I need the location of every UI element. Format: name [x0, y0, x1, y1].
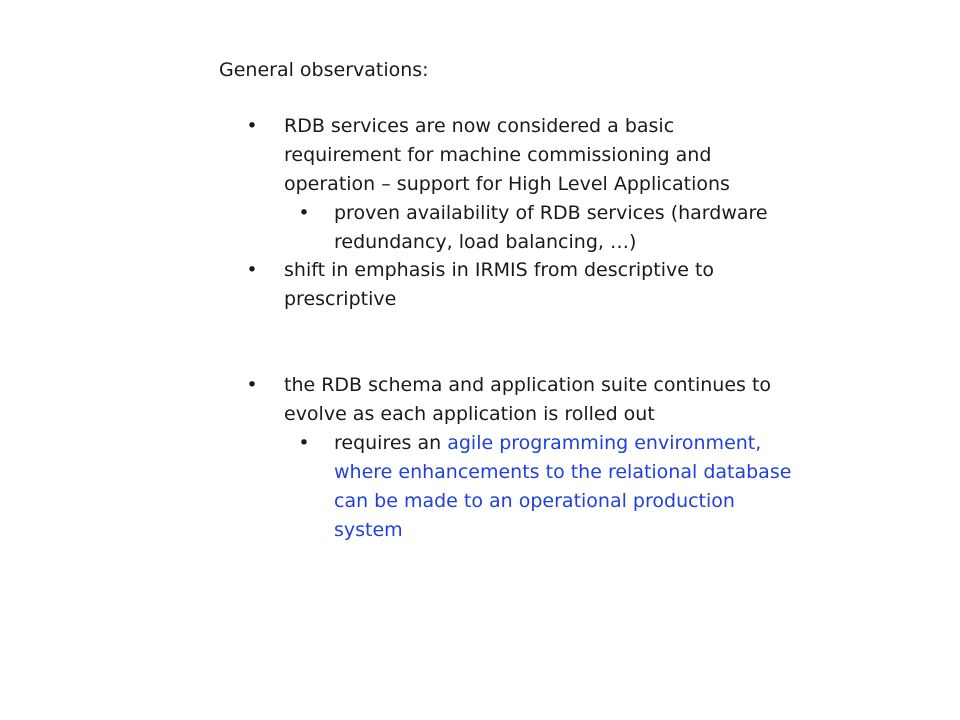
- bullet-line: proven availability of RDB services (hardware: [334, 202, 768, 224]
- bullet-icon: •: [298, 202, 310, 224]
- bullet-line: prescriptive: [284, 288, 397, 310]
- slide-title: General observations:: [219, 59, 429, 81]
- bullet-line: requirement for machine commissioning and: [284, 144, 712, 166]
- highlighted-text: can be made to an operational production: [334, 490, 735, 512]
- highlighted-text: system: [334, 519, 403, 541]
- bullet-line: shift in emphasis in IRMIS from descriptive to: [284, 259, 715, 281]
- bullet-icon: •: [246, 115, 258, 137]
- bullet-line: RDB services are now considered a basic: [284, 115, 675, 137]
- bullet-line: [334, 431, 761, 455]
- bullet-icon: •: [246, 259, 258, 281]
- bullet-icon: •: [246, 374, 258, 396]
- bullet-line: redundancy, load balancing, …): [334, 231, 637, 253]
- highlighted-text: where enhancements to the relational database: [334, 461, 792, 483]
- bullet-line: the RDB schema and application suite continues to: [284, 374, 772, 396]
- bullet-line: evolve as each application is rolled out: [284, 403, 655, 425]
- bullet-prefix: requires an: [334, 432, 448, 454]
- bullet-line: operation – support for High Level Applications: [284, 173, 730, 195]
- highlighted-text: agile programming environment,: [447, 432, 762, 454]
- bullet-icon: •: [298, 432, 310, 454]
